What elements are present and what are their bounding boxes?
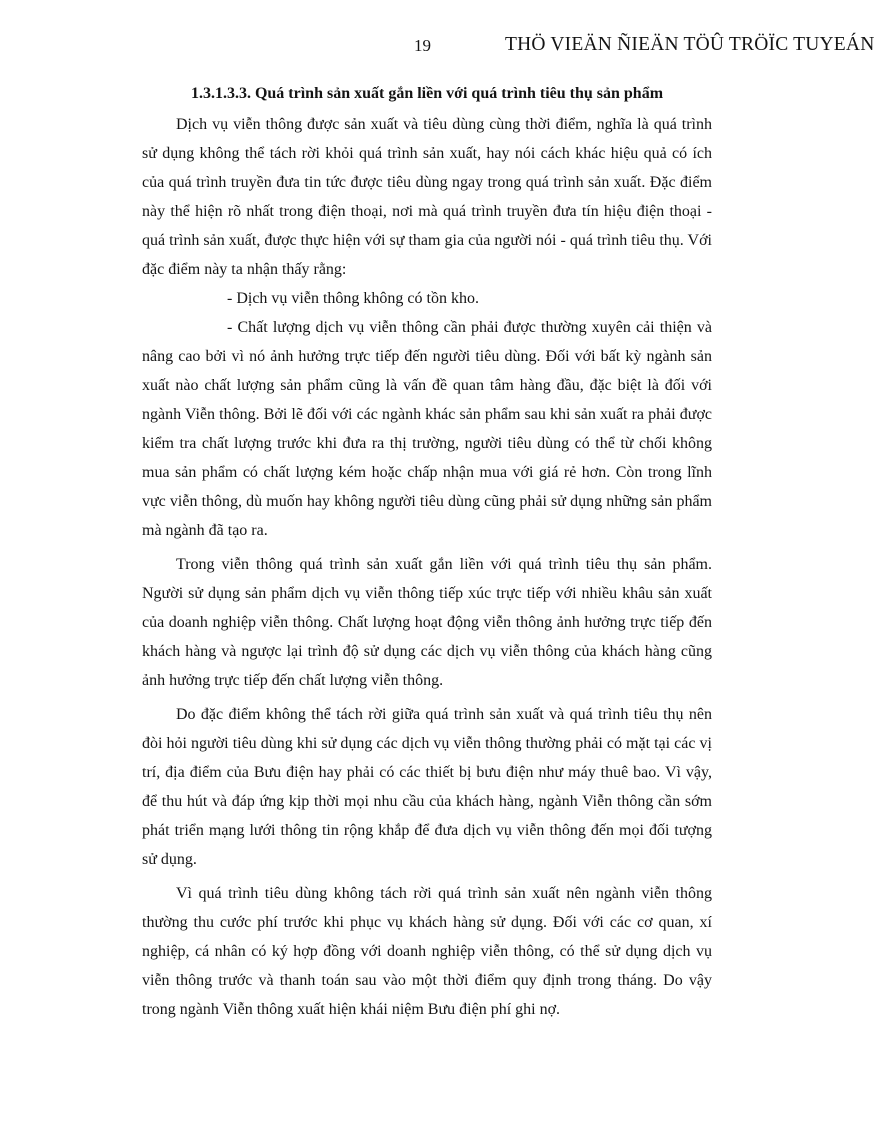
header-title: THÖ VIEÄN ÑIEÄN TÖÛ TRÖÏC TUYEÁN xyxy=(505,34,874,55)
paragraph-1: Dịch vụ viễn thông được sản xuất và tiêu dùng cùng thời điểm, nghĩa là quá trình sử dụng không thể tách rời khỏi quá trình sản xuất, hay nói cách khác hiệu quả có ích của quá trình truyền đưa tin tức được tiêu dùng ngay trong quá trình sản xuất. Đặc điểm này thể hiện rõ nhất trong điện thoại, nơi mà quá trình truyền đưa tín hiệu điện thoại - quá trình sản xuất, được thực hiện với sự tham gia của người nói - quá trình tiêu thụ. Với đặc điểm này ta nhận thấy rằng: xyxy=(142,116,712,278)
paragraph-2: Trong viễn thông quá trình sản xuất gắn liền với quá trình tiêu thụ sản phẩm. Người sử dụng sản phẩm dịch vụ viễn thông tiếp xúc trực tiếp với nhiều khâu sản xuất của doanh nghiệp viễn thông. Chất lượng hoạt động viễn thông ảnh hưởng trực tiếp đến khách hàng và ngược lại trình độ sử dụng các dịch vụ viễn thông của khách hàng cũng ảnh hưởng trực tiếp đến chất lượng viễn thông. xyxy=(142,556,712,689)
bullet-item-1: - Dịch vụ viễn thông không có tồn kho. xyxy=(227,290,479,307)
page-number: 19 xyxy=(414,36,431,55)
paragraph-4: Vì quá trình tiêu dùng không tách rời quá trình sản xuất nên ngành viễn thông thường thu cước phí trước khi phục vụ khách hàng sử dụng. Đối với các cơ quan, xí nghiệp, cá nhân có ký hợp đồng với doanh nghiệp viễn thông, có thể sử dụng dịch vụ viễn thông trước và thanh toán sau vào một thời điểm quy định trong tháng. Do vậy trong ngành Viễn thông xuất hiện khái niệm Bưu điện phí ghi nợ. xyxy=(142,885,712,1018)
section-heading: 1.3.1.3.3. Quá trình sản xuất gắn liền với quá trình tiêu thụ sản phẩm xyxy=(190,85,664,102)
page-body xyxy=(142,81,712,1024)
paragraph-3: Do đặc điểm không thể tách rời giữa quá trình sản xuất và quá trình tiêu thụ nên đòi hỏi người tiêu dùng khi sử dụng các dịch vụ viễn thông thường phải có mặt tại các vị trí, địa điểm của Bưu điện hay phải có các thiết bị bưu điện như máy thuê bao. Vì vậy, để thu hút và đáp ứng kịp thời mọi nhu cầu của khách hàng, ngành Viễn thông cần sớm phát triển mạng lưới thông tin rộng khắp để đưa dịch vụ viễn thông đến mọi đối tượng sử dụng. xyxy=(142,706,712,868)
bullet-item-2: - Chất lượng dịch vụ viễn thông cần phải được thường xuyên cải thiện và nâng cao bởi vì nó ảnh hưởng trực tiếp đến người tiêu dùng. Đối với bất kỳ ngành sản xuất nào chất lượng sản phẩm cũng là vấn đề quan tâm hàng đầu, đặc biệt là đối với ngành Viễn thông. Bởi lẽ đối với các ngành khác sản phẩm sau khi sản xuất ra phải được kiểm tra chất lượng trước khi đưa ra thị trường, người tiêu dùng có thể từ chối không mua sản phẩm có chất lượng kém hoặc chấp nhận mua với giá rẻ hơn. Còn trong lĩnh vực viễn thông, dù muốn hay không người tiêu dùng cũng phải sử dụng những sản phẩm mà ngành đã tạo ra. xyxy=(142,319,712,539)
